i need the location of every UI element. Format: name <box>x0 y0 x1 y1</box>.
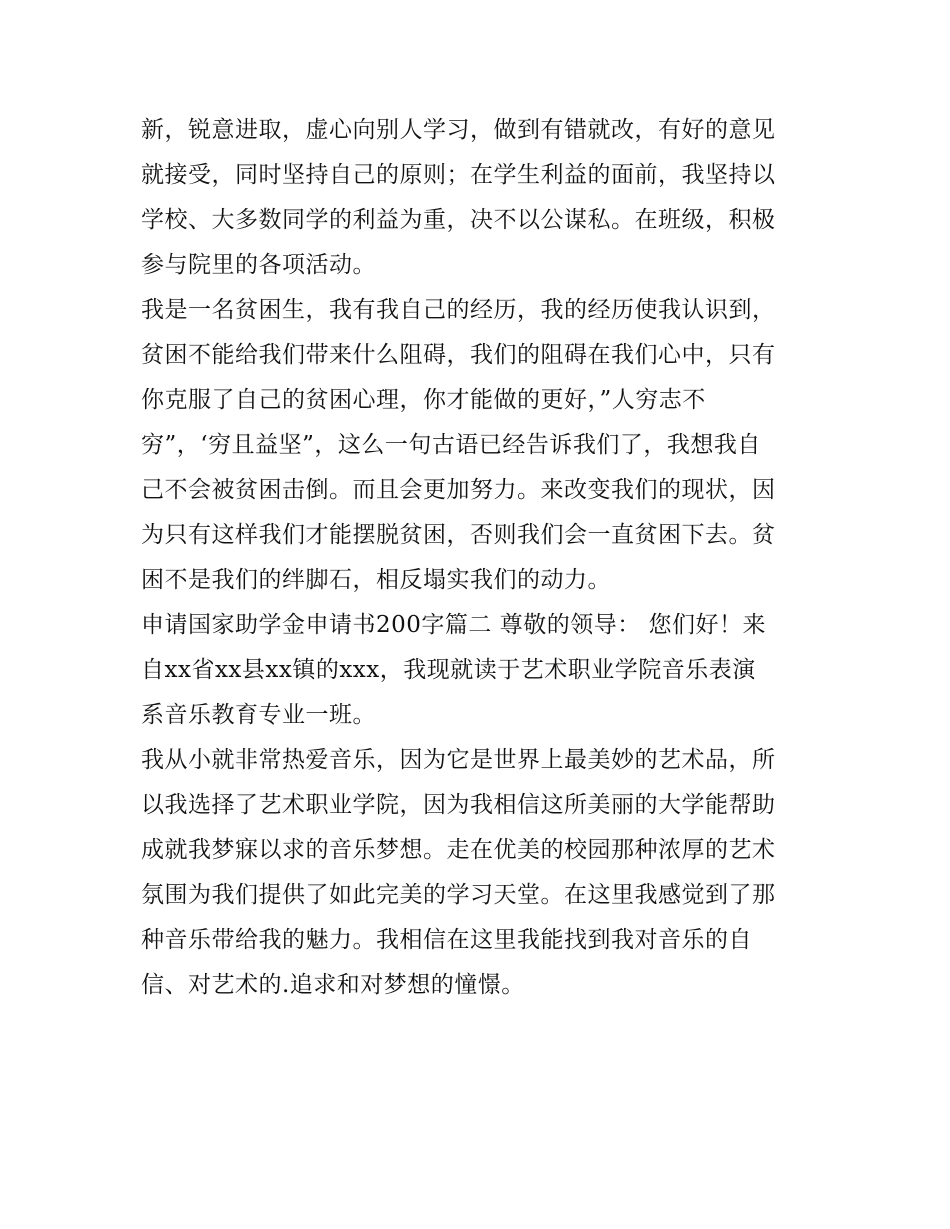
text-line: 种音乐带给我的魅力。我相信在这里我能找到我对音乐的自 <box>141 927 752 953</box>
text-line: 就接受，同时坚持自己的原则；在学生利益的面前，我坚持以 <box>141 162 776 188</box>
text-line: 成就我梦寐以求的音乐梦想。走在优美的校园那种浓厚的艺术 <box>141 837 776 863</box>
text-line: 穷”，‘穷且益坚”，这么一句古语已经告诉我们了，我想我自 <box>141 432 761 458</box>
text-line: 为只有这样我们才能摆脱贫困，否则我们会一直贫困下去。贫 <box>141 522 776 548</box>
text-line: 新，锐意进取，虚心向别人学习，做到有错就改，有好的意见 <box>141 117 776 143</box>
body-text <box>141 108 821 1008</box>
text-line: 困不是我们的绊脚石，相反塌实我们的动力。 <box>141 567 611 593</box>
text-line: 以我选择了艺术职业学院，因为我相信这所美丽的大学能帮助 <box>141 792 776 818</box>
text-line: 申请国家助学金申请书200字篇二 尊敬的领导： 您们好！来 <box>141 612 767 638</box>
text-line: 贫困不能给我们带来什么阻碍，我们的阻碍在我们心中，只有 <box>141 342 776 368</box>
text-line: 我是一名贫困生，我有我自己的经历，我的经历使我认识到， <box>141 297 776 323</box>
text-line: 参与院里的各项活动。 <box>141 252 376 278</box>
text-line: 学校、大多数同学的利益为重，决不以公谋私。在班级，积极 <box>141 207 776 233</box>
text-line: 信、对艺术的.追求和对梦想的憧憬。 <box>141 972 525 998</box>
text-line: 氛围为我们提供了如此完美的学习天堂。在这里我感觉到了那 <box>141 882 776 908</box>
text-line: 自xx省xx县xx镇的xxx，我现就读于艺术职业学院音乐表演 <box>141 657 756 683</box>
text-line: 系音乐教育专业一班。 <box>141 702 376 728</box>
text-line: 己不会被贫困击倒。而且会更加努力。来改变我们的现状，因 <box>141 477 776 503</box>
text-line: 你克服了自己的贫困心理，你才能做的更好，”人穷志不 <box>141 387 706 413</box>
text-line: 我从小就非常热爱音乐，因为它是世界上最美妙的艺术品，所 <box>141 747 776 773</box>
